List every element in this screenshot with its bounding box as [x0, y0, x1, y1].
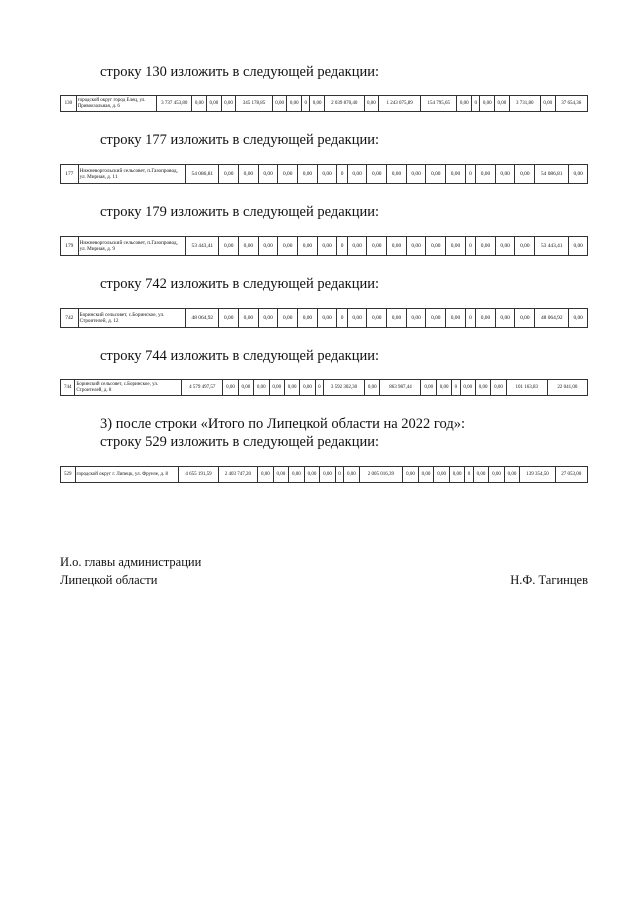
cell-value: 0,00	[344, 467, 360, 483]
cell-value: 0,00	[258, 309, 278, 328]
table-row	[61, 309, 588, 328]
cell-value: 2 039 870,40	[324, 96, 364, 112]
cell-value: 54 086,81	[186, 165, 219, 184]
cell-value: 0,00	[476, 237, 496, 256]
table-row-744	[60, 379, 588, 396]
cell-value: 0,00	[219, 237, 239, 256]
cell-value: 0,00	[457, 96, 472, 112]
cell-value: 2 005 016,39	[359, 467, 403, 483]
cell-value: 0,00	[495, 165, 515, 184]
cell-value: 0,00	[239, 165, 259, 184]
cell-value: 0	[315, 380, 323, 396]
cell-value: 0,00	[476, 165, 496, 184]
cell-value: 0,00	[460, 380, 475, 396]
cell-value: 4 579 497,57	[182, 380, 223, 396]
cell-value: 0,00	[347, 309, 367, 328]
table-row-179	[60, 236, 588, 256]
cell-value: 0,00	[421, 380, 436, 396]
cell-value: 0,00	[475, 380, 490, 396]
cell-value: 0,00	[219, 165, 239, 184]
cell-value: 0,00	[406, 165, 426, 184]
cell-value: 101 163,83	[506, 380, 547, 396]
cell-value: 54 086,81	[535, 165, 569, 184]
cell-value: 0,00	[418, 467, 434, 483]
cell-value: 0	[337, 309, 347, 328]
heading-row-529: строку 529 изложить в следующей редакции:	[100, 434, 379, 450]
table-row	[61, 467, 588, 483]
table-row	[61, 96, 588, 112]
signature-position-line2: Липецкой области	[60, 573, 158, 587]
cell-value: 0,00	[364, 96, 379, 112]
cell-value: 0,00	[491, 380, 506, 396]
cell-value: 2 403 747,20	[218, 467, 257, 483]
cell-value: 0,00	[258, 237, 278, 256]
cell-value: 3 592 302,30	[323, 380, 364, 396]
cell-value: 53 443,41	[186, 237, 219, 256]
table-row-529	[60, 466, 588, 483]
cell-value: 0,00	[273, 467, 289, 483]
heading-row-742: строку 742 изложить в следующей редакции:	[100, 276, 379, 292]
cell-address: Нижневоргольский сельсовет, п.Газопровод, ул. Мирная, д. 9	[78, 237, 186, 256]
cell-value: 0,00	[219, 309, 239, 328]
cell-value: 0,00	[426, 309, 446, 328]
cell-value: 0,00	[367, 237, 387, 256]
cell-address: городской округ г. Липецк, ул. Фрунзе, д. 8	[75, 467, 179, 483]
cell-value: 0,00	[192, 96, 207, 112]
cell-value: 139 354,50	[520, 467, 555, 483]
cell-value: 0,00	[221, 96, 236, 112]
cell-value: 0,00	[569, 237, 588, 256]
cell-number: 742	[61, 309, 79, 328]
cell-value: 0,00	[387, 237, 407, 256]
cell-value: 0,00	[289, 467, 305, 483]
cell-address: Боринский сельсовет, с.Боринское, ул. Строителей, д. 12	[78, 309, 186, 328]
cell-value: 0,00	[495, 237, 515, 256]
cell-number: 744	[61, 380, 75, 396]
cell-number: 179	[61, 237, 79, 256]
cell-value: 48 064,92	[186, 309, 219, 328]
cell-value: 0,00	[436, 380, 451, 396]
heading-row-130: строку 130 изложить в следующей редакции:	[100, 64, 379, 80]
cell-value: 37 654,36	[555, 96, 587, 112]
cell-value: 154 795,65	[420, 96, 457, 112]
cell-value: 0,00	[258, 467, 274, 483]
cell-value: 0,00	[365, 380, 380, 396]
table-row	[61, 237, 588, 256]
cell-value: 0,00	[446, 309, 466, 328]
cell-value: 0,00	[504, 467, 520, 483]
cell-value: 0,00	[278, 309, 298, 328]
cell-value: 0,00	[495, 96, 510, 112]
cell-value: 0,00	[569, 165, 588, 184]
cell-value: 0,00	[387, 309, 407, 328]
cell-value: 0,00	[287, 96, 302, 112]
cell-value: 0	[465, 237, 475, 256]
cell-value: 0,00	[515, 165, 535, 184]
paragraph-3-intro: 3) после строки «Итого по Липецкой области на 2022 год»:	[100, 416, 466, 432]
cell-value: 0	[452, 380, 460, 396]
cell-value: 0,00	[434, 467, 450, 483]
cell-value: 0,00	[272, 96, 287, 112]
cell-value: 0,00	[298, 237, 318, 256]
cell-value: 0,00	[540, 96, 555, 112]
signature-position-line1: И.о. главы администрации	[60, 555, 202, 569]
cell-value: 0,00	[367, 309, 387, 328]
cell-value: 0,00	[278, 237, 298, 256]
cell-value: 0	[465, 467, 473, 483]
cell-value: 0	[465, 165, 475, 184]
cell-value: 53 443,41	[535, 237, 569, 256]
cell-value: 0,00	[298, 309, 318, 328]
cell-number: 177	[61, 165, 79, 184]
cell-value: 0,00	[347, 165, 367, 184]
cell-address: Нижневоргольский сельсовет, п.Газопровод, ул. Мирная, д. 11	[78, 165, 186, 184]
cell-value: 0,00	[317, 309, 337, 328]
cell-value: 0,00	[446, 237, 466, 256]
table-row-177	[60, 164, 588, 184]
cell-value: 0,00	[347, 237, 367, 256]
cell-value: 0	[302, 96, 310, 112]
cell-value: 0,00	[239, 309, 259, 328]
cell-value: 0	[335, 467, 343, 483]
table-row	[61, 165, 588, 184]
heading-row-177: строку 177 изложить в следующей редакции:	[100, 132, 379, 148]
cell-value: 0	[337, 237, 347, 256]
table-row	[61, 380, 588, 396]
cell-value: 0,00	[495, 309, 515, 328]
cell-value: 0,00	[304, 467, 320, 483]
cell-value: 0,00	[278, 165, 298, 184]
table-row-130	[60, 95, 588, 112]
cell-value: 0,00	[367, 165, 387, 184]
cell-value: 0,00	[476, 309, 496, 328]
cell-value: 0,00	[320, 467, 336, 483]
cell-value: 0,00	[317, 237, 337, 256]
cell-value: 22 041,00	[547, 380, 587, 396]
cell-value: 0,00	[403, 467, 419, 483]
cell-value: 0,00	[426, 165, 446, 184]
cell-value: 0,00	[310, 96, 325, 112]
cell-address: Боринский сельсовет, с.Боринское, ул. Строителей, д. 8	[75, 380, 182, 396]
cell-value: 0,00	[317, 165, 337, 184]
cell-number: 529	[61, 467, 76, 483]
cell-value: 3 731,80	[509, 96, 540, 112]
cell-value: 345 178,85	[236, 96, 273, 112]
cell-value: 0,00	[449, 467, 465, 483]
cell-value: 0,00	[258, 165, 278, 184]
cell-value: 0,00	[569, 309, 588, 328]
cell-value: 0,00	[489, 467, 505, 483]
cell-value: 0,00	[387, 165, 407, 184]
cell-value: 0,00	[254, 380, 269, 396]
cell-value: 1 243 075,89	[379, 96, 421, 112]
cell-value: 0,00	[480, 96, 495, 112]
cell-value: 863 987,44	[380, 380, 421, 396]
cell-value: 0	[472, 96, 480, 112]
cell-value: 0,00	[406, 309, 426, 328]
cell-value: 0,00	[426, 237, 446, 256]
cell-value: 0,00	[300, 380, 315, 396]
cell-value: 0,00	[515, 309, 535, 328]
cell-value: 0,00	[298, 165, 318, 184]
cell-value: 0,00	[269, 380, 284, 396]
cell-value: 0,00	[406, 237, 426, 256]
cell-value: 4 655 191,59	[179, 467, 218, 483]
cell-address: городской округ город Елец, ул. Привокзальная, д. 6	[76, 96, 156, 112]
heading-row-179: строку 179 изложить в следующей редакции:	[100, 204, 379, 220]
cell-value: 3 737 453,80	[156, 96, 191, 112]
cell-value: 0,00	[473, 467, 489, 483]
cell-value: 0,00	[239, 237, 259, 256]
cell-number: 130	[61, 96, 77, 112]
signature-name: Н.Ф. Тагинцев	[510, 573, 588, 587]
cell-value: 0	[337, 165, 347, 184]
cell-value: 0,00	[515, 237, 535, 256]
table-row-742	[60, 308, 588, 328]
cell-value: 48 064,92	[535, 309, 569, 328]
cell-value: 0,00	[284, 380, 299, 396]
cell-value: 27 053,00	[555, 467, 587, 483]
cell-value: 0	[465, 309, 475, 328]
cell-value: 0,00	[238, 380, 253, 396]
heading-row-744: строку 744 изложить в следующей редакции:	[100, 348, 379, 364]
cell-value: 0,00	[446, 165, 466, 184]
cell-value: 0,00	[207, 96, 222, 112]
cell-value: 0,00	[223, 380, 238, 396]
